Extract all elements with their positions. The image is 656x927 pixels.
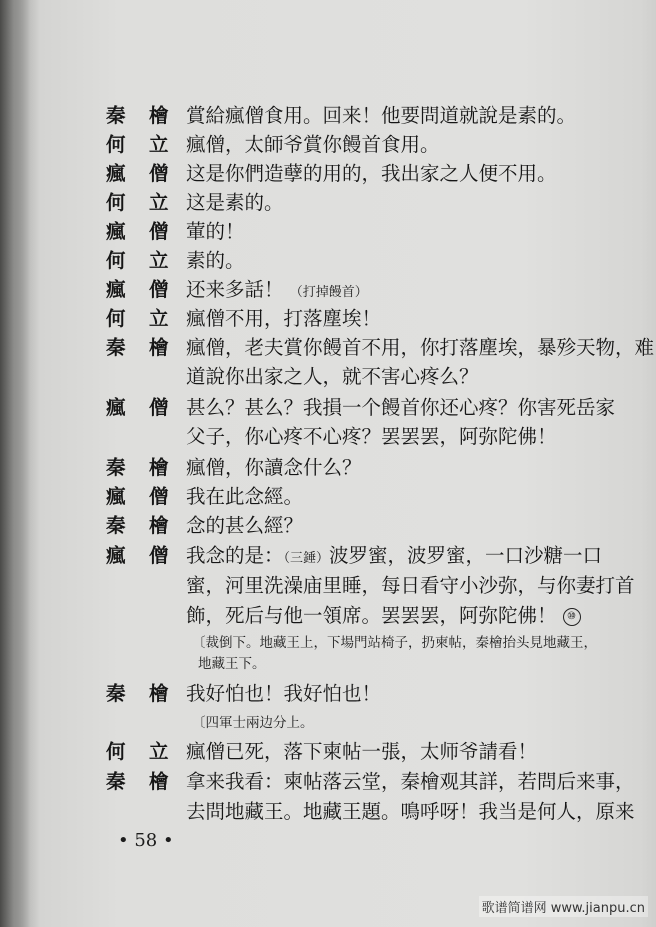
dialogue-line: 瘋 僧 我在此念經。	[106, 481, 626, 511]
dialogue-text: 拿来我看：柬帖落云堂，秦檜观其詳，若問后来事，	[186, 770, 635, 793]
dialogue-line: 何 立 瘋僧，太師爷賞你饅首食用。	[106, 129, 626, 159]
dialogue-line: 何 立 这是素的。	[106, 187, 626, 217]
dialogue-line: 秦 檜 瘋僧，你讀念什么？	[106, 452, 626, 482]
dialogue-text: 瘋僧已死，落下柬帖一張，太师爷請看！	[186, 740, 538, 763]
dialogue-line: 瘋 僧 这是你們造孽的用的，我出家之人便不用。	[106, 158, 626, 188]
dialogue-line: 何 立 瘋僧不用，打落塵埃！	[106, 303, 626, 333]
dialogue-text: 道說你出家之人，就不害心疼么？	[186, 365, 479, 388]
dialogue-line: 瘋 僧 我念的是：（三錘）波罗蜜，波罗蜜，一口沙糖一口	[106, 540, 626, 570]
dialogue-text: 这是你們造孽的用的，我出家之人便不用。	[186, 162, 557, 185]
dialogue-text: 父子，你心疼不心疼？罢罢罢，阿弥陀佛！	[186, 425, 557, 448]
footnote-marker: ⑩	[563, 608, 581, 626]
dialogue-text: 还来多話！ （打掉饅首）	[186, 278, 368, 301]
site-watermark: 歌谱简谱网 www.jianpu.cn	[479, 896, 648, 917]
dialogue-line: 瘋 僧 还来多話！ （打掉饅首）	[106, 274, 626, 304]
continuation-line	[106, 421, 626, 451]
dialogue-text: 瘋僧，你讀念什么？	[186, 456, 362, 479]
dialogue-text: 葷的！	[186, 220, 245, 243]
dialogue-line: 秦 檜 念的甚么經？	[106, 510, 626, 540]
stage-direction: 〔四軍士兩边分上。	[192, 715, 314, 731]
dialogue-text: 念的甚么經？	[186, 514, 304, 537]
continuation-line	[106, 570, 635, 600]
dialogue-text: 我在此念經。	[186, 485, 304, 508]
dialogue-line: 何 立 瘋僧已死，落下柬帖一張，太师爷請看！	[106, 736, 626, 766]
dialogue-text: 飾，死后与他一領席。罢罢罢，阿弥陀佛！ ⑩	[186, 600, 581, 628]
dialogue-text: 我念的是：（三錘）波罗蜜，波罗蜜，一口沙糖一口	[186, 544, 603, 567]
dialogue-text: 瘋僧，太師爷賞你饅首食用。	[186, 133, 440, 156]
dialogue-text: 賞給瘋僧食用。回来！他要問道就說是素的。	[186, 104, 577, 127]
stage-direction: 地藏王下。	[198, 656, 266, 672]
stage-direction: 〔裁倒下。地藏王上，下場門站椅子，扔柬帖，秦檜抬头見地藏王，	[192, 635, 597, 651]
dialogue-text: 我好怕也！我好怕也！	[186, 682, 382, 705]
dialogue-line: 秦 檜 拿来我看：柬帖落云堂，秦檜观其詳，若問后来事，	[106, 766, 626, 796]
dialogue-line: 秦 檜 我好怕也！我好怕也！	[106, 678, 626, 708]
book-spine-shadow	[0, 0, 30, 927]
dialogue-text: 瘋僧不用，打落塵埃！	[186, 307, 382, 330]
dialogue-text: 瘋僧，老夫賞你饅首不用，你打落塵埃，暴殄天物，难	[186, 336, 655, 359]
dialogue-line: 秦 檜 瘋僧，老夫賞你饅首不用，你打落塵埃，暴殄天物，难	[106, 332, 626, 362]
continuation-line	[106, 796, 635, 826]
stage-note: （三錘）	[283, 551, 330, 566]
dialogue-text: 素的。	[186, 249, 245, 272]
continuation-line	[106, 361, 626, 391]
dialogue-text: 去問地藏王。地藏王題。鳴呼呀！我当是何人，原来	[186, 800, 635, 823]
dialogue-line: 瘋 僧 葷的！	[106, 216, 626, 246]
dialogue-line: 秦 檜 賞給瘋僧食用。回来！他要問道就說是素的。	[106, 100, 626, 130]
dialogue-text: 这是素的。	[186, 191, 284, 214]
page-number: • 58 •	[118, 830, 174, 851]
continuation-line	[106, 600, 626, 630]
dialogue-line: 何 立 素的。	[106, 245, 626, 275]
dialogue-line: 瘋 僧 甚么？甚么？我損一个饅首你还心疼？你害死岳家	[106, 392, 626, 422]
stage-note: （打掉饅首）	[289, 285, 368, 300]
dialogue-text: 甚么？甚么？我損一个饅首你还心疼？你害死岳家	[186, 396, 616, 419]
dialogue-text: 蜜，河里洗澡庙里睡，每日看守小沙弥，与你妻打首	[186, 574, 635, 597]
